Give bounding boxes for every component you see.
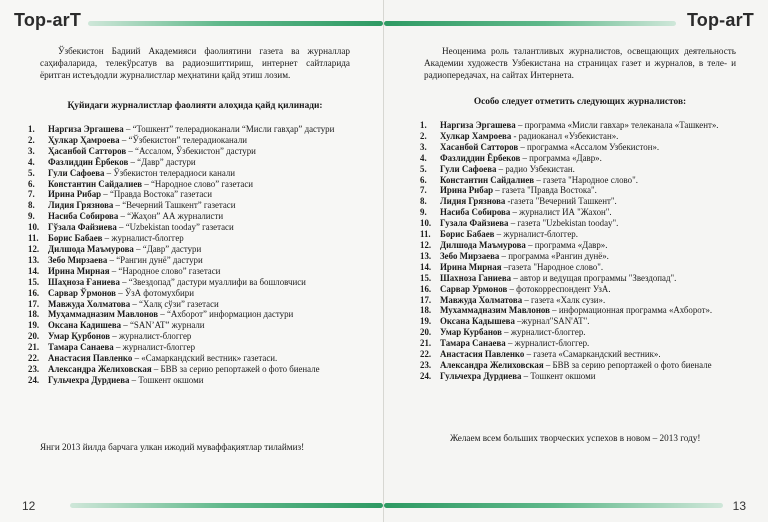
journalist-affiliation: – “Тошкент” телерадиоканали “Мисли гавҳар” дастури — [123, 124, 335, 134]
journalist-name: Гўзала Файзиева — [48, 222, 117, 233]
list-item — [420, 251, 750, 262]
top-accent-bar — [384, 21, 676, 26]
journalist-name: Мавжуда Холматова — [48, 298, 131, 309]
list-item — [420, 338, 750, 349]
item-body — [440, 153, 750, 164]
list-item — [420, 305, 750, 316]
journalist-name: Наргиза Эргашева — [48, 124, 124, 134]
journalist-affiliation: – информационная программа «Ахборот». — [549, 305, 713, 316]
journalist-affiliation: – автор и ведущая программы "Звездопад". — [511, 272, 677, 283]
item-number: 18. — [28, 309, 40, 320]
journalist-name: Лидия Грязнова — [440, 196, 506, 207]
right-page — [384, 0, 768, 522]
item-body — [440, 371, 750, 382]
item-body — [48, 179, 358, 190]
item-body — [48, 135, 358, 146]
item-body — [440, 120, 750, 131]
item-body — [440, 338, 750, 349]
journalist-affiliation: – Тошкент окшоми — [129, 374, 204, 385]
journalist-name: Гузала Файзиева — [440, 218, 509, 229]
item-body — [48, 320, 358, 331]
list-item — [420, 131, 750, 142]
item-number: 7. — [420, 185, 427, 196]
journalist-affiliation: – БВВ за серию репортажей о фото биенале — [543, 359, 712, 370]
item-number: 23. — [420, 359, 432, 370]
item-number: 19. — [420, 316, 432, 327]
item-number: 6. — [420, 174, 427, 185]
closing-wish: Желаем всем больших творческих успехов в новом – 2013 году! — [450, 433, 701, 443]
list-item — [28, 342, 358, 353]
journalist-affiliation: – “Правда Востока” газетаси — [101, 189, 212, 200]
list-item — [28, 233, 358, 244]
journalist-name: Гульчехра Дурдиева — [440, 370, 522, 381]
item-body — [440, 316, 750, 327]
list-item — [420, 273, 750, 284]
journalist-affiliation: – журналист ИА "Жахон". — [510, 207, 612, 218]
item-body — [48, 255, 358, 266]
item-body — [48, 288, 358, 299]
journalist-affiliation: – “Uzbekistan tooday” газетаси — [116, 222, 234, 233]
list-item — [28, 168, 358, 179]
list-item — [420, 327, 750, 338]
list-item — [420, 284, 750, 295]
item-number: 13. — [420, 250, 432, 261]
journalist-name: Умар Курбанов — [440, 327, 502, 338]
list-heading: Особо следует отметить следующих журналистов: — [473, 97, 687, 107]
item-body — [48, 222, 358, 233]
item-number: 15. — [28, 276, 40, 287]
list-item — [28, 222, 358, 233]
list-item — [28, 277, 358, 288]
item-body — [440, 185, 750, 196]
journalist-affiliation: – “Народное слово” газетаси — [109, 265, 221, 276]
journalist-name: Борис Бабаев — [440, 229, 495, 240]
journalist-affiliation: -газета "Вечерний Ташкент". — [505, 196, 617, 207]
item-body — [48, 364, 358, 375]
item-number: 3. — [28, 145, 35, 156]
item-number: 6. — [28, 178, 35, 189]
journalist-affiliation: – “Жаҳон” АА журналисти — [118, 211, 224, 222]
bottom-accent-bar — [70, 503, 383, 508]
journalist-name: Лидия Грязнова — [48, 200, 114, 211]
item-number: 8. — [28, 200, 35, 211]
item-number: 22. — [420, 349, 432, 360]
journalist-affiliation: –журнал"SAN'AT". — [514, 316, 590, 327]
list-item — [420, 120, 750, 131]
journalist-name: Зебо Мирзаева — [440, 250, 500, 261]
journalist-name: Гули Сафоева — [48, 167, 105, 178]
item-body — [48, 157, 358, 168]
item-number: 10. — [420, 218, 432, 229]
journalist-name: Оксана Кадишева — [48, 320, 122, 331]
journalist-affiliation: – “Народное слово” газетаси — [142, 178, 254, 189]
journalist-affiliation: – Ўзбекистон телерадиоси канали — [104, 167, 236, 178]
journalist-affiliation: – газета "Народное слово". — [534, 174, 638, 185]
item-number: 18. — [420, 305, 432, 316]
item-number: 11. — [28, 233, 39, 244]
list-item — [28, 331, 358, 342]
journalist-affiliation: – журналист-блоггер. — [505, 338, 590, 349]
item-number: 23. — [28, 363, 40, 374]
item-number: 12. — [420, 239, 432, 250]
journalist-name: Шаҳноза Ғаниева — [48, 276, 120, 287]
journalist-name: Мавжуда Холматова — [440, 294, 523, 305]
list-item — [28, 211, 358, 222]
journalist-name: Муҳаммадназим Мавлонов — [48, 309, 159, 320]
list-item — [420, 240, 750, 251]
list-item — [28, 135, 358, 146]
item-number: 2. — [28, 134, 35, 145]
item-number: 9. — [420, 207, 427, 218]
item-body — [440, 360, 750, 371]
page-number: 12 — [22, 499, 36, 513]
item-body — [48, 309, 358, 320]
journalist-name: Шахноза Ганиева — [440, 272, 512, 283]
journalist-affiliation: – “Ассалом, Ўзбекистон” дастури — [126, 145, 256, 156]
item-body — [440, 273, 750, 284]
item-body — [48, 124, 358, 135]
journalist-affiliation: – журналист-блоггер — [110, 331, 192, 342]
item-body — [440, 295, 750, 306]
item-body — [48, 375, 358, 386]
list-item — [28, 189, 358, 200]
journalist-affiliation: – “SAN’AT” журнали — [121, 320, 205, 331]
journalist-affiliation: – газета «Самаркандский вестник». — [524, 349, 661, 360]
journalist-affiliation: – «Самаркандский вестник» газетаси. — [132, 353, 278, 364]
list-item — [28, 288, 358, 299]
journalist-name: Сарвар Ўрмонов — [48, 287, 116, 298]
journalist-affiliation: – программа «Рангин дунё». — [499, 250, 609, 261]
list-item — [420, 185, 750, 196]
journalist-name: Александра Желиховская — [48, 363, 152, 374]
item-body — [48, 200, 358, 211]
brand-logo: Top-arT — [14, 10, 82, 30]
item-number: 2. — [420, 130, 427, 141]
item-body — [48, 277, 358, 288]
list-item — [420, 164, 750, 175]
list-item — [420, 153, 750, 164]
journalist-affiliation: – “Халқ сўзи” газетаси — [130, 298, 219, 309]
item-body — [440, 284, 750, 295]
item-body — [440, 131, 750, 142]
item-number: 5. — [420, 163, 427, 174]
journalist-name: Ирина Рибар — [440, 185, 494, 196]
journalist-name: Константин Сайдалиев — [48, 178, 143, 189]
journalist-affiliation: – “Ахборот” информацион дастури — [158, 309, 294, 320]
journalist-affiliation: – “Звездопад” дастури муаллифи ва бошловчиси — [119, 276, 306, 287]
item-body — [440, 327, 750, 338]
top-accent-bar — [88, 21, 383, 26]
list-item — [28, 320, 358, 331]
journalist-name: Фазлиддин Ёрбеков — [48, 156, 129, 167]
item-number: 13. — [28, 254, 40, 265]
item-number: 12. — [28, 243, 40, 254]
item-number: 7. — [28, 189, 35, 200]
journalist-affiliation: – программа «Давр». — [520, 152, 602, 163]
list-item — [28, 146, 358, 157]
intro-paragraph: Неоценима роль талантливых журналистов, освещающих деятельность Академии художеств Узбекистана на страницах газет и журналов, в теле- и радиопередачах, на сайтах Интернета. — [424, 46, 736, 80]
item-number: 1. — [420, 120, 427, 130]
list-item — [420, 371, 750, 382]
item-body — [440, 207, 750, 218]
journalist-name: Хасанбой Сатторов — [440, 141, 519, 152]
item-number: 1. — [28, 124, 35, 134]
item-body — [440, 262, 750, 273]
bottom-accent-bar — [384, 503, 723, 508]
list-item — [420, 316, 750, 327]
item-number: 16. — [420, 283, 432, 294]
journalist-affiliation: – программа «Мисли гавхар» телеканала «Ташкент». — [515, 120, 719, 130]
item-number: 9. — [28, 211, 35, 222]
list-item — [28, 200, 358, 211]
journalist-affiliation: – “Давр” дастури — [133, 243, 202, 254]
journalist-affiliation: - радиоканал «Узбекистан». — [511, 130, 619, 141]
item-number: 20. — [420, 327, 432, 338]
journalist-name: Анастасия Павленко — [440, 349, 525, 360]
item-body — [440, 251, 750, 262]
journalist-name: Гули Сафоева — [440, 163, 497, 174]
item-body — [48, 299, 358, 310]
list-heading: Қуйидаги журналистлар фаолияти алоҳида қайд қилинади: — [67, 101, 323, 111]
list-item — [28, 179, 358, 190]
list-item — [420, 295, 750, 306]
list-item — [28, 124, 358, 135]
journalist-affiliation: – БВВ за серию репортажей о фото биенале — [151, 363, 320, 374]
journalist-name: Ирина Мирная — [48, 265, 110, 276]
journalist-affiliation: – программа «Ассалом Узбекистон». — [518, 141, 660, 152]
item-number: 15. — [420, 272, 432, 283]
journalist-name: Ҳулкар Ҳамроева — [48, 134, 120, 145]
journalist-affiliation: – радио Узбекистан. — [496, 163, 575, 174]
journalist-name: Зебо Мирзаева — [48, 254, 108, 265]
journalist-name: Оксана Кадышева — [440, 316, 515, 327]
journalist-name: Тамара Санаева — [48, 342, 114, 353]
journalist-affiliation: – журналист-блоггер. — [494, 229, 578, 240]
item-number: 19. — [28, 320, 40, 331]
journalist-affiliation: – “Рангин дунё” дастури — [107, 254, 203, 265]
journalist-affiliation: – журналист-блоггер — [113, 342, 196, 353]
item-body — [440, 229, 750, 240]
item-number: 11. — [420, 229, 431, 240]
list-item — [28, 375, 358, 386]
list-item — [28, 353, 358, 364]
item-number: 22. — [28, 353, 40, 364]
journalist-name: Умар Қурбонов — [48, 331, 111, 342]
journalist-name: Мухаммадназим Мавлонов — [440, 305, 550, 316]
journalist-affiliation: –газета "Народное слово". — [501, 261, 604, 272]
item-body — [48, 331, 358, 342]
journalist-affiliation: – ЎзА фотомухбири — [115, 287, 194, 298]
item-number: 24. — [28, 374, 40, 385]
journalist-affiliation: – газета "Uzbekistan tooday". — [508, 218, 619, 229]
journalist-name: Тамара Санаева — [440, 338, 506, 349]
item-body — [440, 305, 750, 316]
journalist-affiliation: – “Ўзбекистон” телерадиоканали — [119, 134, 247, 145]
item-body — [440, 164, 750, 175]
list-item — [28, 157, 358, 168]
item-body — [440, 196, 750, 207]
list-item — [420, 360, 750, 371]
list-item — [28, 299, 358, 310]
closing-wish: Янги 2013 йилда барчага улкан ижодий муваффақиятлар тилаймиз! — [40, 442, 305, 452]
item-number: 20. — [28, 331, 40, 342]
journalist-name: Дилшода Маъмурова — [440, 239, 526, 250]
page-number: 13 — [732, 499, 746, 513]
list-item — [420, 142, 750, 153]
list-item — [28, 244, 358, 255]
item-number: 14. — [420, 261, 432, 272]
journalist-affiliation: – “Давр” дастури — [128, 156, 196, 167]
journalist-affiliation: – Тошкент окшоми — [521, 370, 596, 381]
journalist-name: Александра Желиховская — [440, 359, 544, 370]
journalist-name: Сарвар Урмонов — [440, 283, 508, 294]
list-item — [28, 255, 358, 266]
journalist-list — [420, 120, 750, 382]
item-body — [440, 175, 750, 186]
journalist-affiliation: – “Вечерний Ташкент” газетаси — [113, 200, 236, 211]
item-body — [48, 244, 358, 255]
item-body — [48, 211, 358, 222]
item-number: 4. — [420, 152, 427, 163]
brand-logo: Top-arT — [686, 10, 754, 30]
item-body — [48, 266, 358, 277]
journalist-name: Константин Сайдалиев — [440, 174, 535, 185]
journalist-name: Ҳасанбой Сатторов — [48, 145, 127, 156]
journalist-affiliation: – газета «Халк сузи». — [522, 294, 606, 305]
item-number: 16. — [28, 287, 40, 298]
journalist-affiliation: – журналист-блоггер — [102, 233, 184, 244]
journalist-name: Насиба Собирова — [48, 211, 119, 222]
item-number: 17. — [28, 298, 40, 309]
list-item — [420, 218, 750, 229]
item-number: 21. — [28, 342, 40, 353]
journalist-name: Гульчехра Дурдиева — [48, 374, 130, 385]
item-number: 5. — [28, 167, 35, 178]
item-number: 14. — [28, 265, 40, 276]
item-body — [440, 240, 750, 251]
list-item — [420, 207, 750, 218]
item-number: 8. — [420, 196, 427, 207]
intro-paragraph: Ўзбекистон Бадиий Академияси фаолиятини газета ва журналлар саҳифаларида, телекўрсатув ва радиоэшиттириш, интернет сайтларида ёритган истеъдодли журналистлар меҳнатини қайд этиш лозим. — [40, 46, 350, 80]
item-number: 4. — [28, 156, 35, 167]
item-number: 10. — [28, 222, 40, 233]
item-body — [48, 342, 358, 353]
item-number: 17. — [420, 294, 432, 305]
journalist-name: Анастасия Павленко — [48, 353, 133, 364]
item-number: 21. — [420, 338, 432, 349]
item-body — [440, 349, 750, 360]
item-number: 3. — [420, 141, 427, 152]
journalist-name: Фазлиддин Ёрбеков — [440, 152, 521, 163]
journalist-name: Хулкар Хамроева — [440, 130, 512, 141]
journalist-affiliation: – газета "Правда Востока". — [493, 185, 597, 196]
list-item — [420, 175, 750, 186]
item-body — [440, 218, 750, 229]
item-body — [440, 142, 750, 153]
journalist-affiliation: – журналист-блоггер. — [501, 327, 586, 338]
item-body — [48, 146, 358, 157]
list-item — [420, 229, 750, 240]
item-body — [48, 189, 358, 200]
item-body — [48, 168, 358, 179]
list-item — [28, 309, 358, 320]
journalist-name: Борис Бабаев — [48, 233, 103, 244]
list-item — [28, 266, 358, 277]
list-item — [28, 364, 358, 375]
journalist-name: Ирина Рибар — [48, 189, 102, 200]
item-body — [48, 233, 358, 244]
list-item — [420, 262, 750, 273]
item-body — [48, 353, 358, 364]
journalist-name: Наргиза Эргашева — [440, 120, 516, 130]
journalist-name: Ирина Мирная — [440, 261, 502, 272]
journalist-name: Дилшода Маъмурова — [48, 243, 134, 254]
journalist-affiliation: – программа «Давр». — [525, 239, 608, 250]
journalist-name: Насиба Собирова — [440, 207, 511, 218]
list-item — [420, 349, 750, 360]
item-number: 24. — [420, 370, 432, 381]
journalist-list — [28, 124, 358, 386]
journalist-affiliation: – фотокорреспондент УзА. — [507, 283, 611, 294]
list-item — [420, 196, 750, 207]
